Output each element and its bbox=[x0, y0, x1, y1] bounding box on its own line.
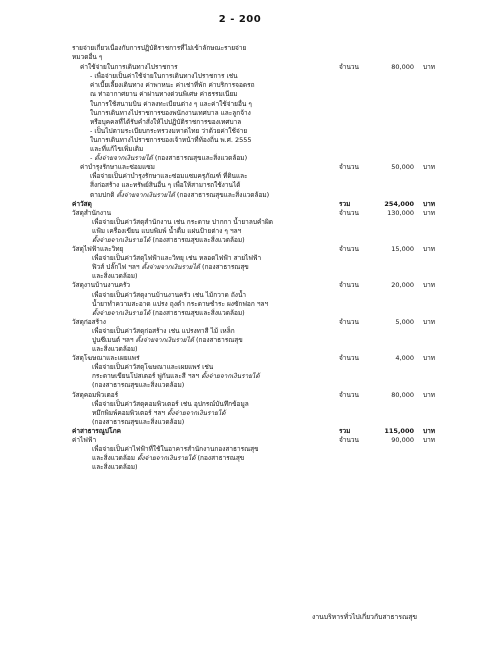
funding-source-continued: และสิ่งแวดล้อม) bbox=[92, 345, 138, 354]
description-line: ค่าเบี้ยเลี้ยงเดินทาง ค่าพาหนะ ค่าเช่าที่พัก ค่าบริการจอดรถ bbox=[90, 81, 255, 90]
item-household-unit: จำนวน bbox=[339, 281, 359, 290]
item-electricity-unit: จำนวน bbox=[339, 436, 359, 445]
item-advertising-amount: 4,000 bbox=[395, 354, 414, 363]
item-advertising-currency: บาท bbox=[423, 354, 436, 363]
group-materials-title: ค่าวัสดุ bbox=[72, 199, 92, 208]
group-materials bbox=[72, 200, 467, 209]
item-electricity-description bbox=[72, 445, 340, 472]
item-maintenance-description bbox=[72, 172, 338, 199]
funding-source-italic: ตั้งจ่ายจากเงินรายได้ bbox=[92, 308, 151, 317]
description-line: ในการใช้สนามบิน ค่าลงทะเบียนต่าง ๆ และค่าใช้จ่ายอื่น ๆ bbox=[90, 99, 252, 108]
group-utilities-amount: 115,000 bbox=[384, 426, 414, 435]
footer-note: งานบริหารทั่วไปเกี่ยวกับสาธารณสุข bbox=[312, 613, 418, 621]
description-line-end: ตามปกติ bbox=[90, 190, 117, 199]
item-computer-title: วัสดุคอมพิวเตอร์ bbox=[72, 390, 119, 399]
item-electrical-title: วัสดุไฟฟ้าและวิทยุ bbox=[72, 245, 124, 254]
item-travel-title: ค่าใช้จ่ายในการเดินทางไปราชการ bbox=[80, 63, 178, 72]
funding-source-department: (กองสาธารณสุขและสิ่งแวดล้อม) bbox=[150, 308, 245, 317]
item-advertising-title: วัสดุโฆษณาและเผยแพร่ bbox=[72, 354, 140, 363]
description-line: และที่แก้ไขเพิ่มเติม bbox=[90, 145, 144, 154]
item-household-title: วัสดุงานบ้านงานครัว bbox=[72, 281, 131, 290]
funding-source bbox=[92, 263, 340, 272]
item-construction-description bbox=[72, 327, 340, 354]
funding-source-italic: ตั้งจ่ายจากเงินรายได้ bbox=[141, 263, 200, 272]
funding-source bbox=[92, 236, 340, 245]
item-maintenance-title: ค่าบำรุงรักษาและซ่อมแซม bbox=[80, 163, 155, 172]
item-household-currency: บาท bbox=[423, 281, 436, 290]
group-utilities bbox=[72, 427, 467, 436]
group-materials-unit: รวม bbox=[339, 199, 351, 208]
funding-source-italic: - ตั้งจ่ายจากเงินรายได้ bbox=[90, 154, 153, 163]
item-electrical-unit: จำนวน bbox=[339, 245, 359, 254]
item-construction bbox=[72, 318, 467, 327]
funding-source-department: (กองสาธารณสุข bbox=[199, 263, 249, 272]
item-office-title: วัสดุสำนักงาน bbox=[72, 208, 112, 217]
item-electrical-description bbox=[72, 254, 340, 281]
funding-source-italic: ตั้งจ่ายจากเงินรายได้ bbox=[92, 235, 151, 244]
item-maintenance-unit: จำนวน bbox=[339, 163, 359, 172]
item-household-description bbox=[72, 291, 340, 318]
description-line-end: ปูนซีเมนต์ ฯลฯ bbox=[92, 336, 136, 344]
item-computer-unit: จำนวน bbox=[339, 390, 359, 399]
group-materials-currency: บาท bbox=[423, 199, 436, 208]
funding-source bbox=[92, 309, 340, 318]
section-title-line-1: รายจ่ายเกี่ยวเนื่องกับการปฏิบัติราชการที่ไม่เข้าลักษณะรายจ่าย bbox=[72, 44, 247, 52]
item-advertising-unit: จำนวน bbox=[339, 354, 359, 363]
item-construction-currency: บาท bbox=[423, 317, 436, 326]
section-title bbox=[72, 44, 467, 62]
description-line: เพื่อจ่ายเป็นค่าวัสดุคอมพิวเตอร์ เช่น อุปกรณ์บันทึกข้อมูล bbox=[92, 399, 249, 408]
funding-source bbox=[92, 409, 340, 418]
funding-source bbox=[90, 191, 338, 200]
description-line-end: และสิ่งแวดล้อม bbox=[92, 454, 138, 463]
description-line: เพื่อจ่ายเป็นค่าไฟฟ้าที่ใช้ในอาคารสำนักงานกองสาธารณสุข bbox=[92, 445, 259, 454]
item-electricity-amount: 90,000 bbox=[391, 436, 414, 445]
item-electricity bbox=[72, 436, 467, 445]
description-line: เพื่อจ่ายเป็นค่าวัสดุสำนักงาน เช่น กระดาษ ปากกา น้ำยาลบคำผิด bbox=[92, 217, 273, 226]
funding-source-italic: ตั้งจ่ายจากเงินรายได้ bbox=[167, 408, 226, 417]
item-electrical-currency: บาท bbox=[423, 245, 436, 254]
funding-source-continued: (กองสาธารณสุขและสิ่งแวดล้อม) bbox=[92, 381, 185, 390]
group-utilities-currency: บาท bbox=[423, 426, 436, 435]
funding-source-italic: ตั้งจ่ายจากเงินรายได้ bbox=[116, 190, 175, 199]
item-advertising-description bbox=[72, 363, 340, 390]
item-household bbox=[72, 281, 467, 290]
item-travel-amount: 80,000 bbox=[391, 63, 414, 72]
description-line: ณ ท่าอากาศยาน ค่าผ่านทางด่วนพิเศษ ค่าธรรมเนียม bbox=[90, 90, 238, 99]
funding-source-department: (กองสาธารณสุข bbox=[193, 336, 243, 344]
description-line: เพื่อจ่ายเป็นค่าวัสดุไฟฟ้าและวิทยุ เช่น หลอดไฟฟ้า สายไฟฟ้า bbox=[92, 254, 262, 263]
funding-source-department: (กองสาธารณสุขและสิ่งแวดล้อม) bbox=[152, 154, 248, 163]
item-office-amount: 130,000 bbox=[387, 208, 414, 217]
item-computer-amount: 80,000 bbox=[391, 390, 414, 399]
funding-source-continued: (กองสาธารณสุขและสิ่งแวดล้อม) bbox=[92, 417, 185, 426]
item-travel-currency: บาท bbox=[423, 63, 436, 72]
item-construction-amount: 5,000 bbox=[395, 317, 414, 326]
group-utilities-unit: รวม bbox=[339, 426, 351, 435]
funding-source bbox=[92, 336, 340, 345]
section-title-line-2: หมวดอื่น ๆ bbox=[72, 53, 103, 62]
item-office-currency: บาท bbox=[423, 208, 436, 217]
description-line-end: หมึกพิมพ์คอมพิวเตอร์ ฯลฯ bbox=[92, 408, 168, 417]
item-office-unit: จำนวน bbox=[339, 208, 359, 217]
item-travel-description bbox=[72, 72, 338, 163]
description-line: แฟ้ม เครื่องเขียน แบบพิมพ์ น้ำดื่ม แผ่นป้ายต่าง ๆ ฯลฯ bbox=[92, 226, 242, 235]
description-line: สิ่งก่อสร้าง และทรัพย์สินอื่น ๆ เพื่อให้สามารถใช้งานได้ bbox=[90, 181, 241, 190]
item-construction-title: วัสดุก่อสร้าง bbox=[72, 317, 106, 326]
funding-source bbox=[90, 154, 338, 163]
page-number: 2 - 200 bbox=[218, 14, 262, 25]
group-materials-amount: 254,000 bbox=[384, 199, 414, 208]
item-computer-currency: บาท bbox=[423, 390, 436, 399]
item-computer-description bbox=[72, 400, 340, 427]
funding-source-continued: และสิ่งแวดล้อม) bbox=[92, 272, 138, 281]
item-office-description bbox=[72, 218, 340, 245]
description-line: ในการเดินทางไปราชการของพนักงานเทศบาล และลูกจ้าง bbox=[90, 108, 251, 117]
item-travel-unit: จำนวน bbox=[339, 63, 359, 72]
funding-source-department: (กองสาธารณสุขและสิ่งแวดล้อม) bbox=[174, 190, 270, 199]
description-line: เพื่อจ่ายเป็นค่าบำรุงรักษาและซ่อมแซมครุภัณฑ์ ที่ดินและ bbox=[90, 172, 248, 181]
budget-content bbox=[72, 44, 467, 472]
description-line: เพื่อจ่ายเป็นค่าวัสดุก่อสร้าง เช่น แปรงทาสี ไม้ เหล็ก bbox=[92, 326, 235, 335]
item-electricity-currency: บาท bbox=[423, 436, 436, 445]
funding-source-continued: และสิ่งแวดล้อม) bbox=[92, 463, 138, 472]
item-maintenance-currency: บาท bbox=[423, 163, 436, 172]
description-line: ในการเดินทางไปราชการของเจ้าหน้าที่ท้องถิ่น พ.ศ. 2555 bbox=[90, 135, 252, 144]
item-electrical bbox=[72, 245, 467, 254]
funding-source-department: (กองสาธารณสุขและสิ่งแวดล้อม) bbox=[150, 235, 245, 244]
item-electrical-amount: 15,000 bbox=[391, 245, 414, 254]
item-office-supplies bbox=[72, 209, 467, 218]
item-electricity-title: ค่าไฟฟ้า bbox=[72, 436, 97, 445]
funding-source-italic: ตั้งจ่ายจากเงินรายได้ bbox=[135, 336, 194, 344]
description-line-end: กระดาษเขียนโปสเตอร์ พู่กันและสี ฯลฯ bbox=[92, 372, 202, 381]
item-maintenance-amount: 50,000 bbox=[391, 163, 414, 172]
description-line: - เพื่อจ่ายเป็นค่าใช้จ่ายในการเดินทางไปราชการ เช่น bbox=[90, 72, 238, 81]
item-construction-unit: จำนวน bbox=[339, 317, 359, 326]
description-line: หรือบุคคลที่ได้รับคำสั่งให้ไปปฏิบัติราชการของเทศบาล bbox=[90, 117, 242, 126]
funding-source-department: (กองสาธารณสุข bbox=[195, 454, 245, 463]
description-line: เพื่อจ่ายเป็นค่าวัสดุโฆษณาและเผยแพร่ เช่น bbox=[92, 363, 214, 372]
description-line: - เป็นไปตามระเบียบกระทรวงมหาดไทย ว่าด้วยค่าใช้จ่าย bbox=[90, 126, 248, 135]
group-utilities-title: ค่าสาธารณูปโภค bbox=[72, 426, 122, 435]
description-line-end: ฟิวส์ ปลั๊กไฟ ฯลฯ bbox=[92, 263, 142, 272]
item-household-amount: 20,000 bbox=[391, 281, 414, 290]
item-computer bbox=[72, 391, 467, 400]
item-advertising bbox=[72, 354, 467, 363]
description-line: เพื่อจ่ายเป็นค่าวัสดุงานบ้านงานครัว เช่น ไม้กวาด ถังน้ำ bbox=[92, 290, 247, 299]
funding-source-italic: ตั้งจ่ายจากเงินรายได้ bbox=[201, 372, 260, 381]
funding-source bbox=[92, 454, 340, 463]
description-line: น้ำยาทำความสะอาด แปรง ถุงดำ กระดาษชำระ ผงซักฟอก ฯลฯ bbox=[92, 299, 269, 308]
funding-source-italic: ตั้งจ่ายจากเงินรายได้ bbox=[137, 454, 196, 463]
item-travel bbox=[72, 63, 467, 72]
item-maintenance bbox=[72, 163, 467, 172]
